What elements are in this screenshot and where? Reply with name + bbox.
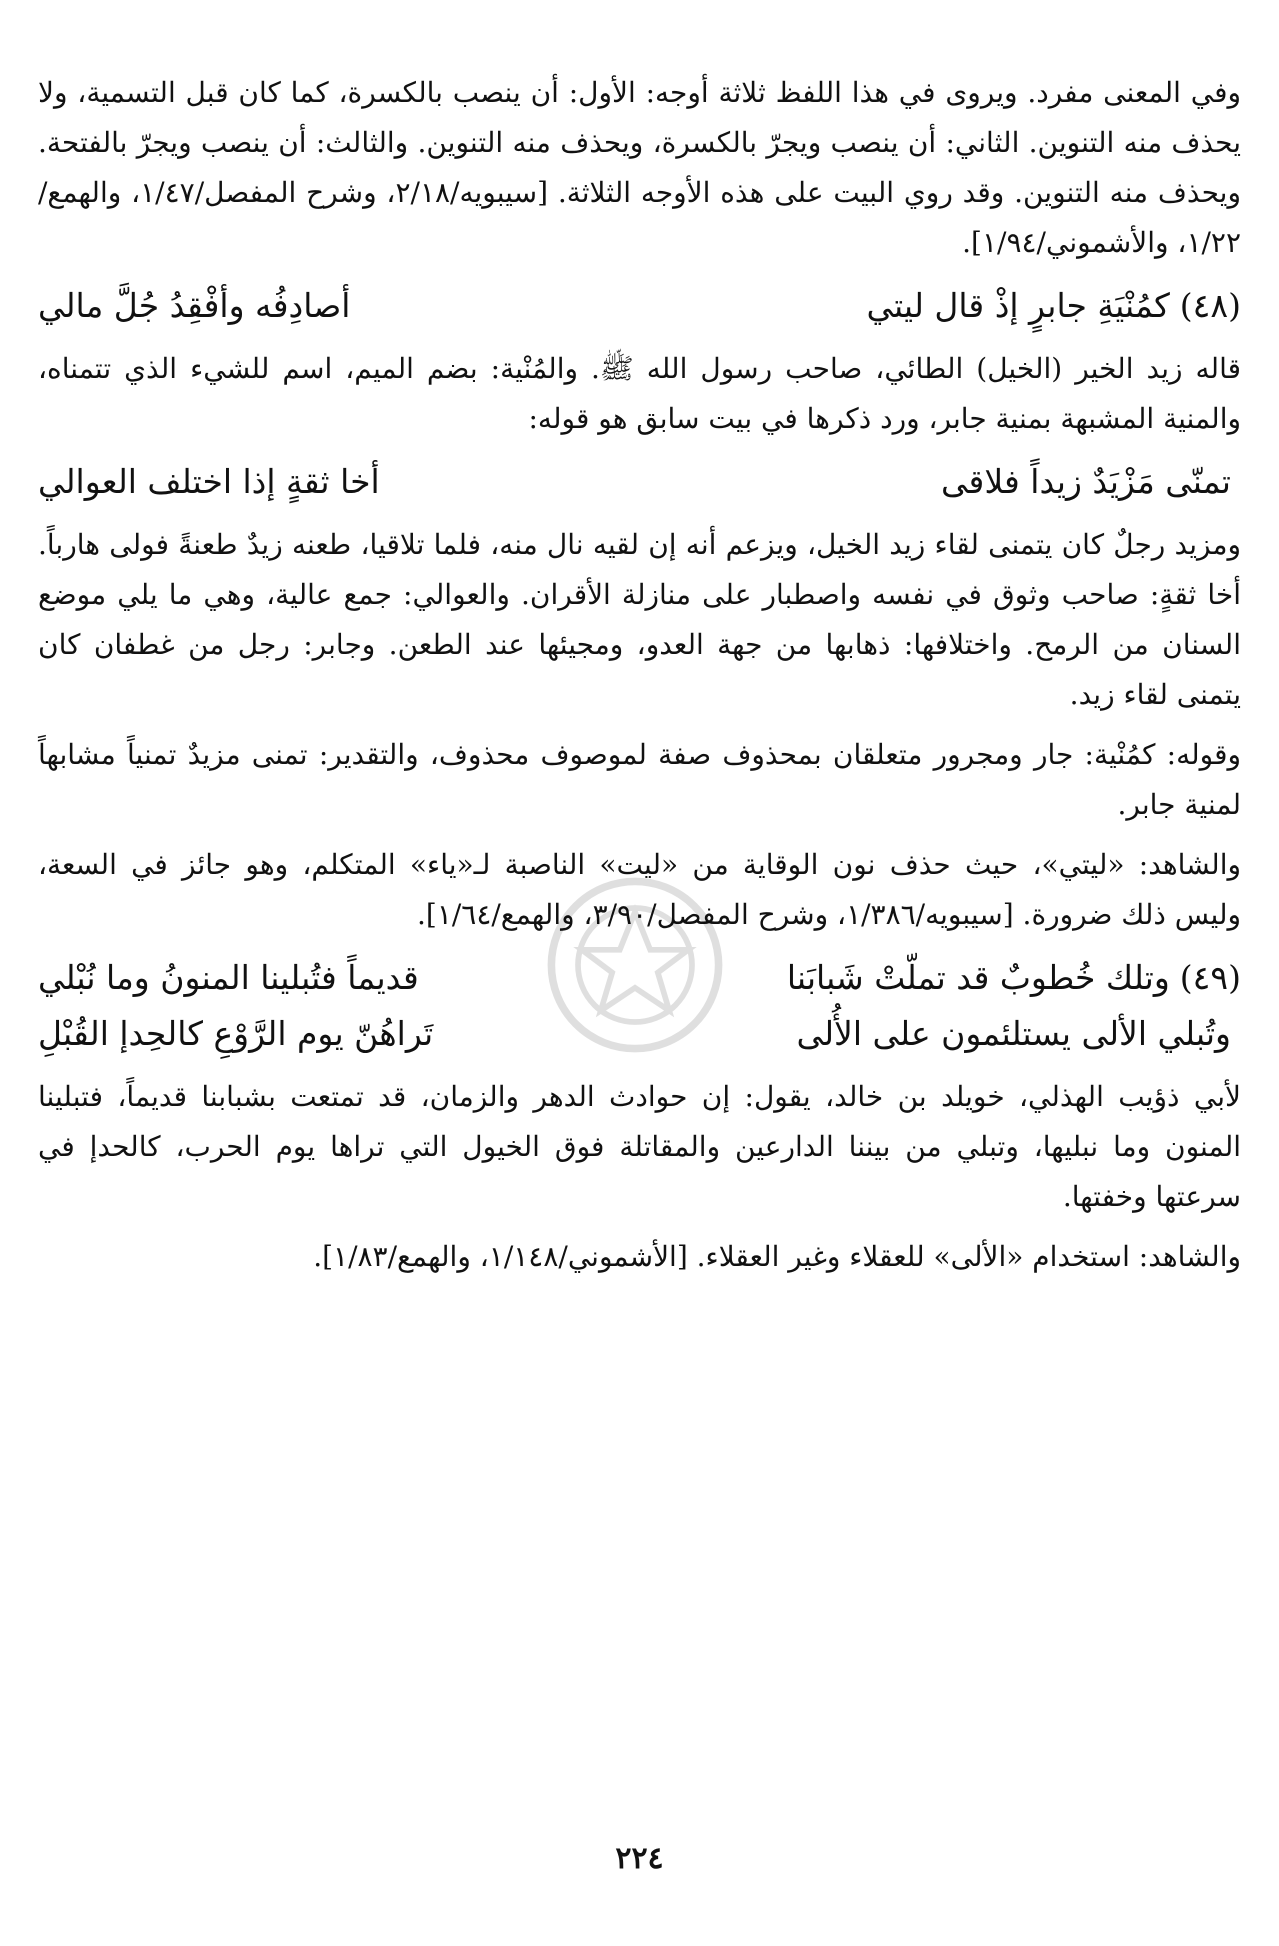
verse-hemistich-second: أخا ثقةٍ إذا اختلف العوالي	[38, 462, 380, 501]
verse-hemistich-second: تَراهُنّ يوم الرَّوْعِ كالحِدإ القُبْلِ	[38, 1014, 434, 1053]
paragraph-6: لأبي ذؤيب الهذلي، خويلد بن خالد، يقول: إن حوادث الدهر والزمان، قد تمتعت بشبابنا قديماً، فتبلينا المنون وما نبليها، وتبلي من بيننا الدارعين والمقاتلة فوق الخيول التي تراها يوم الحرب، كالحدإ في سرعتها وخفتها.	[38, 1080, 1241, 1213]
page-number: ٢٢٤	[615, 1841, 664, 1876]
library-seal-icon	[540, 870, 730, 1060]
paragraph-5: والشاهد: «ليتي»، حيث حذف نون الوقاية من «ليت» الناصبة لـ«ياء» المتكلم، وهو جائز في السعة، وليس ذلك ضرورة. [سيبويه/١/٣٨٦، وشرح المفصل/٣/٩٠، والهمع/١/٦٤].	[38, 848, 1241, 931]
verse-hemistich-second: قديماً فتُبلينا المنونُ وما نُبْلي	[37, 958, 419, 997]
verse-hemistich-first: وتلك خُطوبٌ قد تملّتْ شَبابَنا	[786, 958, 1170, 997]
paragraph-3: ومزيد رجلٌ كان يتمنى لقاء زيد الخيل، ويزعم أنه إن لقيه نال منه، فلما تلاقيا، طعنه زيدٌ طعنةً فولى هارباً. أخا ثقةٍ: صاحب وثوق في نفسه واصطبار على منازلة الأقران. والعوالي: جمع عالية، وهي ما يلي موضع السنان من الرمح. واختلافها: ذهابها من جهة العدو، ومجيئها عند الطعن. وجابر: رجل من غطفان كان يتمنى لقاء زيد.	[38, 528, 1241, 711]
verse-number: (٤٨)	[1179, 286, 1241, 325]
verse-hemistich-first: وتُبلي الألى يستلئمون على الأُلى	[796, 1014, 1231, 1053]
verse-hemistich-first: كمُنْيَةِ جابرٍ إذْ قال ليتي	[866, 286, 1170, 325]
verse-number: (٤٩)	[1179, 958, 1241, 997]
paragraph-4: وقوله: كمُنْية: جار ومجرور متعلقان بمحذوف صفة لموصوف محذوف، والتقدير: تمنى مزيدٌ تمنياً مشابهاً لمنية جابر.	[38, 738, 1241, 821]
paragraph-7: والشاهد: استخدام «الألى» للعقلاء وغير العقلاء. [الأشموني/١/١٤٨، والهمع/١/٨٣].	[313, 1240, 1241, 1273]
verse-quoted	[38, 454, 1241, 510]
verse-48	[38, 278, 1241, 334]
paragraph-1: وفي المعنى مفرد. ويروى في هذا اللفظ ثلاثة أوجه: الأول: أن ينصب بالكسرة، كما كان قبل التسمية، ولا يحذف منه التنوين. الثاني: أن ينصب ويجرّ بالكسرة، ويحذف منه التنوين. والثالث: أن ينصب ويجرّ بالفتحة. ويحذف منه التنوين. وقد روي البيت على هذه الأوجه الثلاثة. [سيبويه/٢/١٨، وشرح المفصل/١/٤٧، والهمع/١/٢٢، والأشموني/١/٩٤].	[38, 76, 1241, 259]
verse-hemistich-second: أصادِفُه وأفْقِدُ جُلَّ مالي	[37, 286, 351, 325]
paragraph-2: قاله زيد الخير (الخيل) الطائي، صاحب رسول الله ﷺ. والمُنْية: بضم الميم، اسم للشيء الذي تتمناه، والمنية المشبهة بمنية جابر، ورد ذكرها في بيت سابق هو قوله:	[38, 352, 1241, 435]
verse-hemistich-first: تمنّى مَزْيَدٌ زيداً فلاقى	[941, 462, 1231, 501]
